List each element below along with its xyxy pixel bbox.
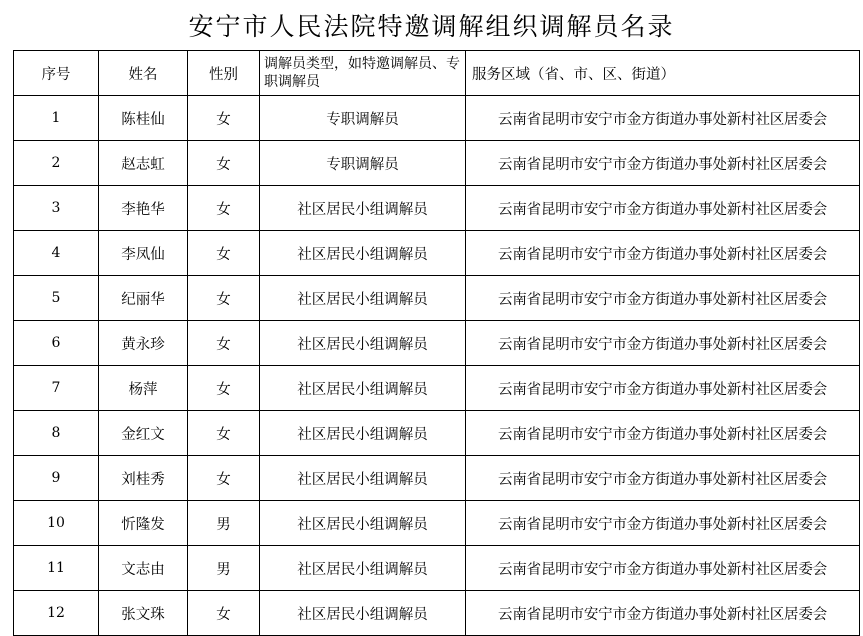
cell-name: 文志由 — [99, 546, 188, 591]
cell-type: 社区居民小组调解员 — [260, 501, 466, 546]
cell-gender: 女 — [188, 231, 260, 276]
cell-area: 云南省昆明市安宁市金方街道办事处新村社区居委会 — [466, 456, 860, 501]
cell-name: 赵志虹 — [99, 141, 188, 186]
cell-seq: 9 — [14, 456, 99, 501]
cell-gender: 女 — [188, 96, 260, 141]
cell-area: 云南省昆明市安宁市金方街道办事处新村社区居委会 — [466, 321, 860, 366]
header-area: 服务区域（省、市、区、街道） — [466, 51, 860, 96]
cell-area: 云南省昆明市安宁市金方街道办事处新村社区居委会 — [466, 366, 860, 411]
cell-name: 刘桂秀 — [99, 456, 188, 501]
cell-seq: 3 — [14, 186, 99, 231]
cell-seq: 7 — [14, 366, 99, 411]
cell-seq: 6 — [14, 321, 99, 366]
cell-type: 社区居民小组调解员 — [260, 186, 466, 231]
cell-gender: 女 — [188, 591, 260, 636]
cell-name: 李凤仙 — [99, 231, 188, 276]
cell-type: 社区居民小组调解员 — [260, 366, 466, 411]
cell-type: 社区居民小组调解员 — [260, 456, 466, 501]
table-row — [14, 366, 860, 411]
cell-gender: 女 — [188, 186, 260, 231]
cell-type: 社区居民小组调解员 — [260, 231, 466, 276]
table-row — [14, 501, 860, 546]
cell-seq: 2 — [14, 141, 99, 186]
cell-gender: 女 — [188, 321, 260, 366]
cell-seq: 8 — [14, 411, 99, 456]
cell-gender: 女 — [188, 456, 260, 501]
table-row — [14, 231, 860, 276]
cell-gender: 男 — [188, 546, 260, 591]
cell-type: 社区居民小组调解员 — [260, 276, 466, 321]
table-row — [14, 411, 860, 456]
cell-area: 云南省昆明市安宁市金方街道办事处新村社区居委会 — [466, 591, 860, 636]
table-row — [14, 186, 860, 231]
cell-area: 云南省昆明市安宁市金方街道办事处新村社区居委会 — [466, 276, 860, 321]
cell-seq: 10 — [14, 501, 99, 546]
cell-seq: 11 — [14, 546, 99, 591]
cell-name: 纪丽华 — [99, 276, 188, 321]
cell-seq: 1 — [14, 96, 99, 141]
cell-name: 金红文 — [99, 411, 188, 456]
cell-gender: 男 — [188, 501, 260, 546]
cell-type: 社区居民小组调解员 — [260, 591, 466, 636]
cell-seq: 12 — [14, 591, 99, 636]
cell-area: 云南省昆明市安宁市金方街道办事处新村社区居委会 — [466, 231, 860, 276]
table-row — [14, 96, 860, 141]
table-row — [14, 276, 860, 321]
header-name: 姓名 — [99, 51, 188, 96]
cell-area: 云南省昆明市安宁市金方街道办事处新村社区居委会 — [466, 546, 860, 591]
table-row — [14, 141, 860, 186]
cell-gender: 女 — [188, 276, 260, 321]
table-row — [14, 546, 860, 591]
header-seq: 序号 — [14, 51, 99, 96]
table-row — [14, 321, 860, 366]
cell-name: 忻隆发 — [99, 501, 188, 546]
cell-name: 黄永珍 — [99, 321, 188, 366]
cell-name: 张文珠 — [99, 591, 188, 636]
cell-seq: 4 — [14, 231, 99, 276]
table-row — [14, 591, 860, 636]
cell-type: 社区居民小组调解员 — [260, 546, 466, 591]
cell-gender: 女 — [188, 141, 260, 186]
cell-name: 陈桂仙 — [99, 96, 188, 141]
cell-name: 杨萍 — [99, 366, 188, 411]
cell-type: 专职调解员 — [260, 141, 466, 186]
mediator-table — [13, 50, 860, 636]
header-gender: 性别 — [188, 51, 260, 96]
cell-seq: 5 — [14, 276, 99, 321]
cell-area: 云南省昆明市安宁市金方街道办事处新村社区居委会 — [466, 96, 860, 141]
header-type: 调解员类型，如特邀调解员、专职调解员 — [260, 51, 466, 96]
page-title: 安宁市人民法院特邀调解组织调解员名录 — [188, 12, 675, 41]
cell-gender: 女 — [188, 411, 260, 456]
table-header-row — [14, 51, 860, 96]
cell-type: 专职调解员 — [260, 96, 466, 141]
cell-area: 云南省昆明市安宁市金方街道办事处新村社区居委会 — [466, 411, 860, 456]
cell-area: 云南省昆明市安宁市金方街道办事处新村社区居委会 — [466, 501, 860, 546]
cell-area: 云南省昆明市安宁市金方街道办事处新村社区居委会 — [466, 186, 860, 231]
cell-gender: 女 — [188, 366, 260, 411]
cell-area: 云南省昆明市安宁市金方街道办事处新村社区居委会 — [466, 141, 860, 186]
table-row — [14, 456, 860, 501]
cell-name: 李艳华 — [99, 186, 188, 231]
cell-type: 社区居民小组调解员 — [260, 321, 466, 366]
cell-type: 社区居民小组调解员 — [260, 411, 466, 456]
table-body — [14, 96, 860, 636]
